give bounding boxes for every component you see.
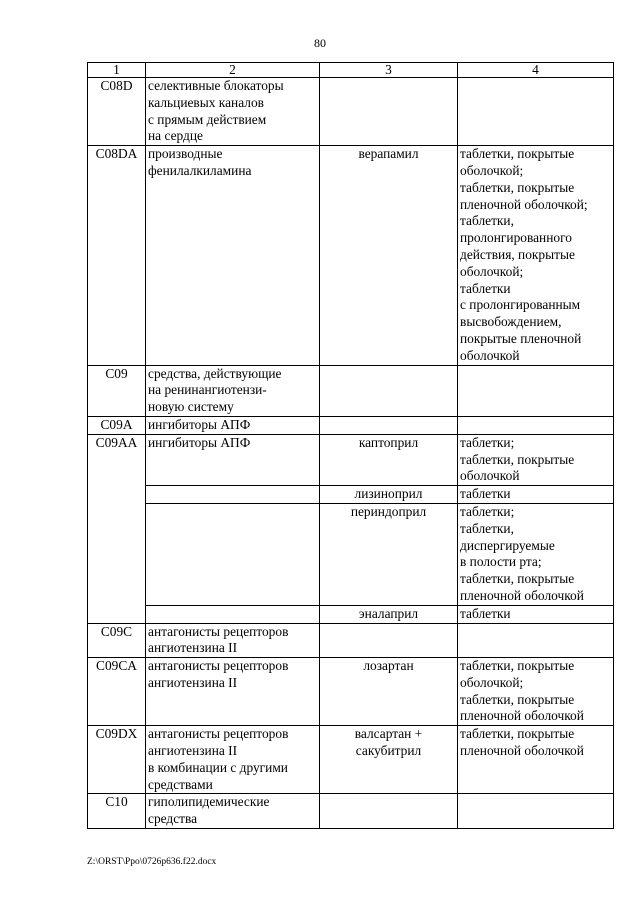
atc-group-name: средства, действующие на ренинангиотензи- новую систему — [146, 365, 320, 416]
atc-code: C09C — [88, 623, 146, 658]
drug-inn: периндоприл — [320, 503, 458, 605]
dosage-form — [458, 623, 614, 658]
atc-code: C09CA — [88, 658, 146, 726]
atc-group-name: ингибиторы АПФ — [146, 416, 320, 434]
atc-group-name: антагонисты рецепторов ангиотензина II — [146, 623, 320, 658]
header-cell: 4 — [458, 63, 614, 78]
drug-inn: каптоприл — [320, 434, 458, 485]
table-row — [88, 78, 614, 146]
dosage-form — [458, 794, 614, 829]
drug-inn: лозартан — [320, 658, 458, 726]
drug-inn — [320, 365, 458, 416]
table-row — [88, 365, 614, 416]
table-row — [88, 658, 614, 726]
atc-group-name: ингибиторы АПФ — [146, 434, 320, 485]
table-row — [88, 503, 614, 605]
table-row — [88, 623, 614, 658]
atc-group-name — [146, 503, 320, 605]
atc-code: C08DA — [88, 146, 146, 365]
table-row — [88, 416, 614, 434]
drug-inn: эналаприл — [320, 605, 458, 623]
atc-code: C09AA — [88, 434, 146, 623]
atc-group-name: производные фенилалкиламина — [146, 146, 320, 365]
drug-inn — [320, 416, 458, 434]
drug-inn: верапамил — [320, 146, 458, 365]
table-row — [88, 486, 614, 504]
table-row — [88, 605, 614, 623]
footer-file-path: Z:\ORST\Ppo\0726p636.f22.docx — [87, 857, 217, 867]
table-header-row — [88, 63, 614, 78]
atc-code: C10 — [88, 794, 146, 829]
dosage-form: таблетки; таблетки, покрытые оболочкой — [458, 434, 614, 485]
dosage-form — [458, 365, 614, 416]
drug-table — [87, 62, 614, 829]
table-row — [88, 794, 614, 829]
drug-inn — [320, 794, 458, 829]
drug-inn — [320, 78, 458, 146]
atc-group-name — [146, 486, 320, 504]
drug-inn: лизиноприл — [320, 486, 458, 504]
table-row — [88, 146, 614, 365]
dosage-form: таблетки; таблетки, диспергируемые в полости рта; таблетки, покрытые пленочной оболочкой — [458, 503, 614, 605]
atc-group-name: антагонисты рецепторов ангиотензина II в комбинации с другими средствами — [146, 726, 320, 794]
atc-code: C09 — [88, 365, 146, 416]
table-row — [88, 434, 614, 485]
page-number: 80 — [314, 36, 326, 50]
dosage-form: таблетки, покрытые оболочкой; таблетки, покрытые пленочной оболочкой — [458, 658, 614, 726]
header-cell: 3 — [320, 63, 458, 78]
atc-group-name — [146, 605, 320, 623]
atc-code: C09DX — [88, 726, 146, 794]
dosage-form: таблетки — [458, 486, 614, 504]
dosage-form: таблетки — [458, 605, 614, 623]
drug-inn — [320, 623, 458, 658]
dosage-form — [458, 416, 614, 434]
dosage-form: таблетки, покрытые пленочной оболочкой — [458, 726, 614, 794]
atc-group-name: селективные блокаторы кальциевых каналов с прямым действием на сердце — [146, 78, 320, 146]
dosage-form — [458, 78, 614, 146]
drug-inn: валсартан + сакубитрил — [320, 726, 458, 794]
atc-code: C09A — [88, 416, 146, 434]
header-cell: 2 — [146, 63, 320, 78]
atc-code: C08D — [88, 78, 146, 146]
table-row — [88, 726, 614, 794]
atc-group-name: гиполипидемические средства — [146, 794, 320, 829]
dosage-form: таблетки, покрытые оболочкой; таблетки, покрытые пленочной оболочкой; таблетки, пролонгированного действия, покрытые оболочкой; таблетки с пролонгированным высвобождением, покрытые пленочной оболочкой — [458, 146, 614, 365]
header-cell: 1 — [88, 63, 146, 78]
atc-group-name: антагонисты рецепторов ангиотензина II — [146, 658, 320, 726]
